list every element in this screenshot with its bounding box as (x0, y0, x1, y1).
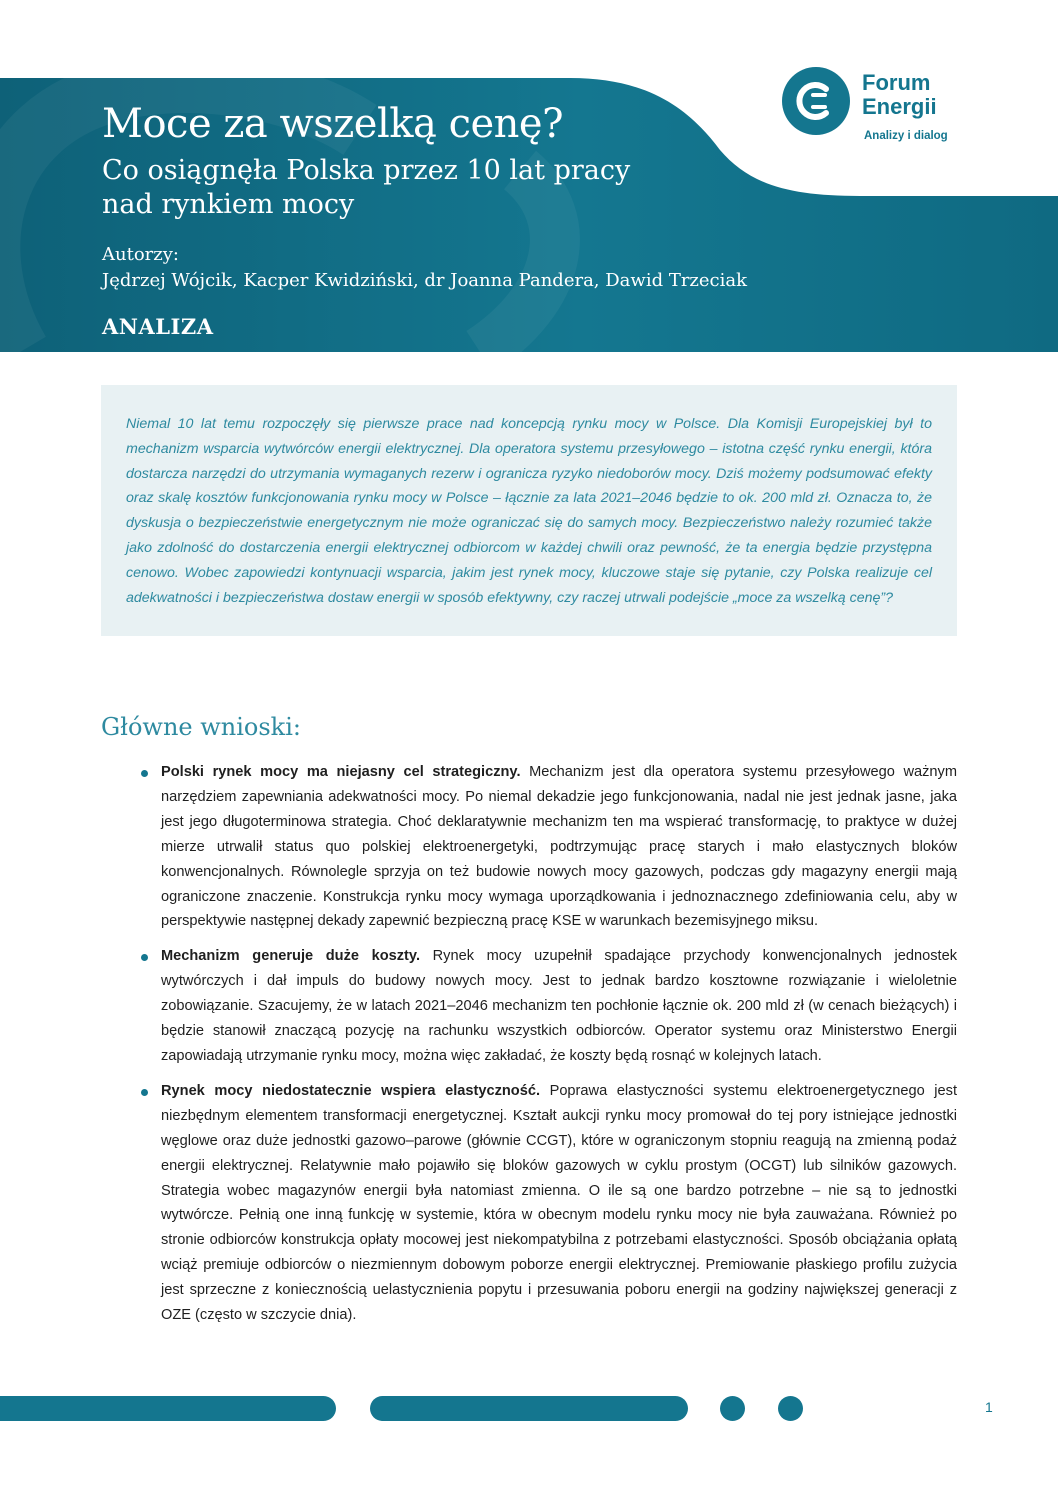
list-item-lead: Polski rynek mocy ma niejasny cel strategiczny. (161, 764, 521, 780)
footer-bar-left (0, 1396, 336, 1421)
subtitle-line-1: Co osiągnęła Polska przez 10 lat pracy (102, 155, 631, 186)
list-item-text: Rynek mocy uzupełnił spadające przychody konwencjonalnych jednostek wytwórczych i dał impuls do budowy nowych mocy. Jest to jednak bardzo kosztowne rozwiązanie i wieloletnie zobowiązanie. Szacujemy, że w latach 2021–2046 mechanizm ten pochłonie łącznie ok. 200 mld zł (w cenach bieżących) i będzie stanowił znaczącą pozycję na rachunku wszystkich odbiorców. Operator systemu oraz Ministerstwo Energii zapowiadają utrzymanie rynku mocy, można więc zakładać, że koszty będą rosnąć w kolejnych latach. (161, 948, 957, 1064)
list-item (133, 1079, 957, 1328)
forum-energii-logo-icon (782, 67, 850, 135)
page-title: Moce za wszelką cenę? (102, 101, 564, 147)
list-item-lead: Mechanizm generuje duże koszty. (161, 948, 420, 965)
authors-label: Autorzy: (102, 244, 179, 265)
footer-bar-middle (370, 1396, 688, 1421)
list-item (133, 944, 957, 1069)
abstract-text: Niemal 10 lat temu rozpoczęły się pierwsze prace nad koncepcją rynku mocy w Polsce. Dla Komisji Europejskiej był to mechanizm wsparcia wytwórców energii elektrycznej. Dla operatora systemu przesyłowego – istotna część rynku energii, która dostarcza narzędzi do utrzymania wymaganych rezerw i ogranicza ryzyko niedoborów mocy. Dziś możemy podsumować efekty oraz skalę kosztów funkcjonowania rynku mocy w Polsce – łącznie za lata 2021–2046 będzie to ok. 200 mld zł. Oznacza to, że dyskusja o bezpieczeństwie energetycznym nie może ograniczać się do samych mocy. Bezpieczeństwo należy rozumieć także jako zdolność do dostarczenia energii elektrycznej odbiorcom w każdej chwili oraz pewność, że ta energia będzie przystępna cenowo. Wobec zapowiedzi kontynuacji wsparcia, jakim jest rynek mocy, kluczowe staje się pytanie, czy Polska realizuje cel adekwatności i bezpieczeństwa dostaw energii w sposób efektywny, czy raczej utrwali podejście „moce za wszelką cenę”? (126, 416, 932, 606)
document-type: ANALIZA (102, 314, 214, 339)
bullet-icon (141, 770, 148, 777)
page-number: 1 (985, 1399, 993, 1415)
authors-list: Jędrzej Wójcik, Kacper Kwidziński, dr Joanna Pandera, Dawid Trzeciak (102, 270, 748, 291)
logo-name-line-1: Forum (862, 70, 931, 95)
page-subtitle (102, 154, 802, 222)
bullet-icon (141, 1089, 148, 1096)
subtitle-line-2: nad rynkiem mocy (102, 189, 355, 220)
logo-tagline: Analizy i dialog (864, 130, 948, 142)
conclusions-heading: Główne wnioski: (101, 713, 301, 741)
footer-dot-2 (778, 1396, 803, 1421)
abstract-box (101, 385, 957, 636)
bullet-icon (141, 954, 148, 961)
header-text (102, 100, 802, 339)
logo-name (862, 71, 937, 119)
logo-name-line-2: Energii (862, 94, 937, 119)
list-item (133, 760, 957, 934)
conclusions-list (133, 760, 957, 1338)
forum-energii-logo (782, 65, 962, 150)
list-item-text: Poprawa elastyczności systemu elektroenergetycznego jest niezbędnym elementem transformacji energetycznej. Kształt aukcji rynku mocy promował do tej pory istniejące jednostki węglowe oraz duże jednostki gazowo–parowe (głównie CCGT), które w ograniczonym stopniu reagują na zmienną podaż energii elektrycznej. Relatywnie mało pojawiło się bloków gazowych w cyklu prostym (OCGT) lub silników gazowych. Strategia wobec magazynów energii była natomiast zmienna. O ile są one bardzo potrzebne – nie są to jednostki wytwórcze. Pełnią one inną funkcję w systemie, która w obecnym modelu rynku mocy nie była zauważana. Również po stronie odbiorców konstrukcja opłaty mocowej jest niekompatybilna z potrzebami elastyczności. Sposób obciążania opłatą wciąż premiuje odbiorców o niezmiennym dobowym poborze energii elektrycznej. Premiowanie płaskiego profilu zużycia jest sprzeczne z koniecznością uelastycznienia popytu i przesuwania poboru energii na godziny największej generacji z OZE (często w szczycie dnia). (161, 1082, 957, 1324)
list-item-lead: Rynek mocy niedostatecznie wspiera elastyczność. (161, 1082, 540, 1099)
footer-dot-1 (720, 1396, 745, 1421)
list-item-text: Mechanizm jest dla operatora systemu przesyłowego ważnym narzędziem zapewniania adekwatności mocy. Po niemal dekadzie jego funkcjonowania, nadal nie jest jednak jasne, jaka jest jego długoterminowa strategia. Choć deklaratywnie mechanizm ten ma wspierać transformację, to praktyce w dużej mierze utrwalił status quo polskiej elektroenergetyki, podtrzymując pracę starych i mało elastycznych bloków konwencjonalnych. Równolegle sprzyja on też budowie nowych mocy gazowych, podczas gdy magazyny energii mają ograniczone znaczenie. Konstrukcja rynku mocy wymaga uporządkowania i jednoznacznego zdefiniowania celu, aby w perspektywie następnej dekady zapewnić bezpieczną pracę KSE w warunkach bezemisyjnego miksu. (161, 764, 957, 930)
